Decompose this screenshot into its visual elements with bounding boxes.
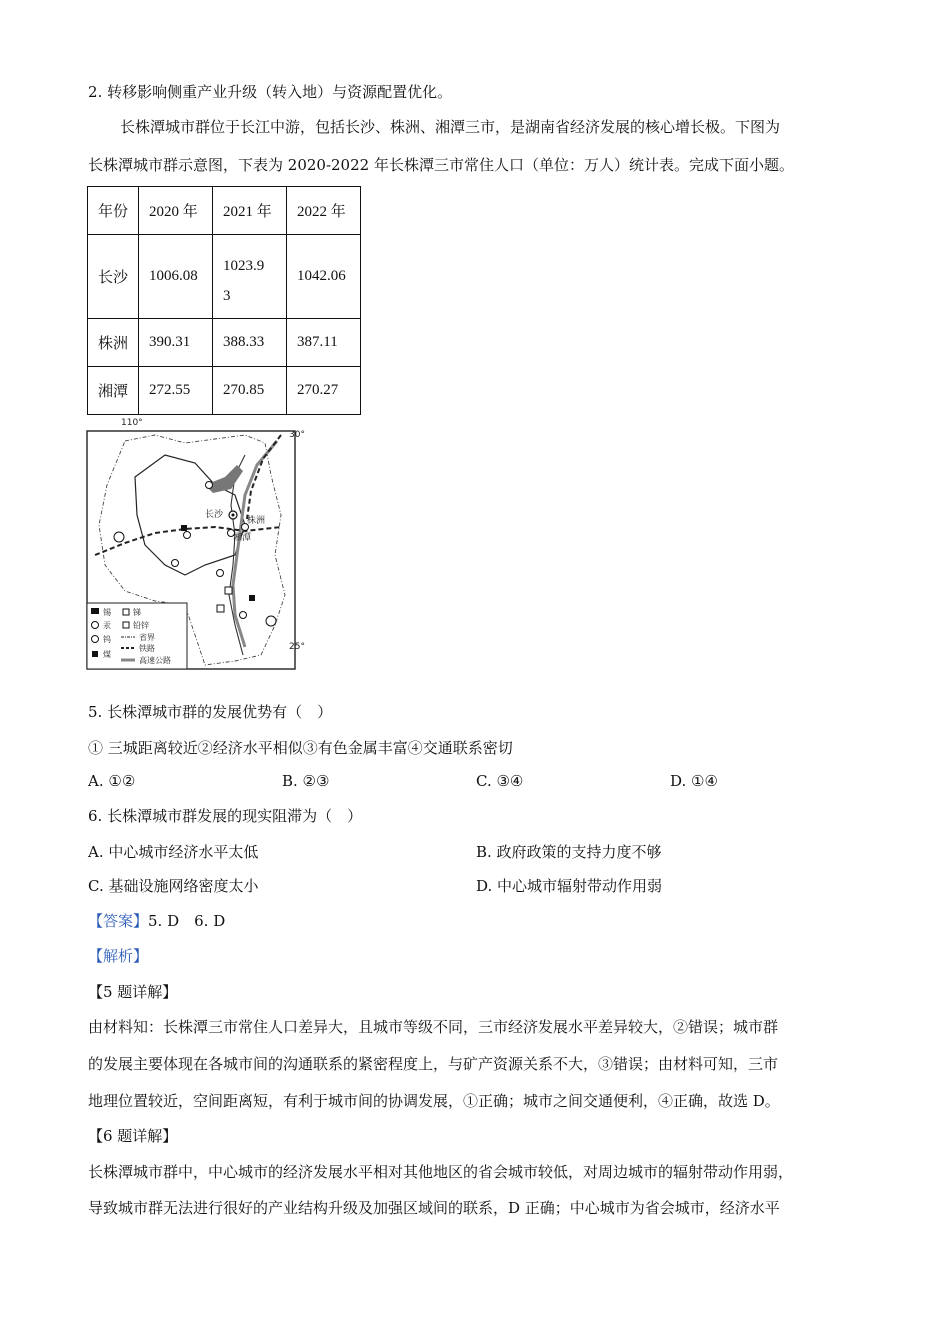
city-cell: 株洲: [88, 319, 139, 367]
region-map: [85, 415, 315, 673]
q5-items: ① 三城距离较近②经济水平相似③有色金属丰富④交通联系密切: [88, 739, 513, 757]
city-cell: 长沙: [88, 235, 139, 319]
table-row: [88, 235, 361, 319]
value-cell: 388.33: [213, 319, 287, 367]
legend-coal-label: 煤: [103, 650, 111, 659]
value-cell: 1006.08: [139, 235, 213, 319]
city-marker: [184, 532, 191, 539]
legend-province-label: 省界: [139, 633, 155, 642]
answer-line: [88, 911, 225, 931]
legend-mercury-label: 汞: [103, 621, 111, 630]
detail-5-line-3: 地理位置较近，空间距离短，有利于城市间的协调发展，①正确；城市之间交通便利，④正确，故选 D。: [88, 1092, 780, 1110]
value-cell: 270.85: [213, 367, 287, 415]
q6-option-a: A. 中心城市经济水平太低: [88, 843, 259, 861]
table-header-cell: 2020 年: [139, 187, 213, 235]
value-cell: 390.31: [139, 319, 213, 367]
leadzinc-marker: [225, 587, 232, 594]
q6-stem: 6. 长株潭城市群发展的现实阻滞为（ ）: [88, 807, 363, 825]
city-marker: [240, 612, 247, 619]
tin-icon: [91, 608, 99, 614]
legend-leadzinc-label: 铅锌: [133, 621, 149, 630]
coal-marker: [249, 595, 255, 601]
q6-option-c: C. 基础设施网络密度太小: [88, 877, 259, 895]
longitude-label: 110°: [121, 418, 143, 428]
table-header-cell: 2021 年: [213, 187, 287, 235]
value-cell: 272.55: [139, 367, 213, 415]
mercury-marker: [114, 532, 124, 542]
q6-option-d: D. 中心城市辐射带动作用弱: [476, 877, 663, 895]
q5-stem: 5. 长株潭城市群的发展优势有（ ）: [88, 703, 333, 721]
tungsten-icon: [92, 636, 99, 643]
antimony-marker: [217, 605, 224, 612]
xiangtan-label: 湘潭: [233, 533, 252, 543]
value-cell: [213, 235, 287, 319]
legend-railway-label: 铁路: [139, 644, 155, 653]
value-part: 3: [223, 287, 231, 304]
city-marker: [172, 560, 179, 567]
value-part: 1023.9: [223, 257, 265, 274]
table-row: [88, 367, 361, 415]
table-header-row: [88, 187, 361, 235]
detail-5-title: 【5 题详解】: [88, 983, 178, 1001]
q5-option-d: D. ①④: [670, 772, 718, 790]
answer-label: 【答案】: [88, 912, 149, 930]
latitude-top-label: 30°: [289, 430, 305, 440]
city-cell: 湘潭: [88, 367, 139, 415]
coal-marker: [181, 525, 187, 531]
intro-line-1: 长株潭城市群位于长江中游，包括长沙、株洲、湘潭三市，是湖南省经济发展的核心增长极。下图为: [120, 118, 781, 136]
legend-tin-label: 锡: [103, 608, 111, 617]
detail-5-line-2: 的发展主要体现在各城市间的沟通联系的紧密程度上，与矿产资源关系不大，③错误；由材料可知，三市: [88, 1055, 779, 1073]
legend-tungsten-label: 钨: [103, 635, 111, 644]
value-cell: 1042.06: [287, 235, 361, 319]
city-marker: [206, 482, 213, 489]
table-header-cell: 2022 年: [287, 187, 361, 235]
detail-6-line-1: 长株潭城市群中，中心城市的经济发展水平相对其他地区的省会城市较低，对周边城市的辐射带动作用弱，: [88, 1163, 794, 1181]
table-header-cell: 年份: [88, 187, 139, 235]
analysis-label: 【解析】: [88, 947, 149, 965]
city-marker: [217, 570, 224, 577]
q6-option-b: B. 政府政策的支持力度不够: [476, 843, 662, 861]
antimony-icon: [123, 609, 129, 615]
leadzinc-icon: [123, 622, 129, 628]
q5-option-c: C. ③④: [476, 772, 524, 790]
population-table: [87, 186, 361, 415]
value-cell: 387.11: [287, 319, 361, 367]
legend-highway-label: 高速公路: [139, 656, 171, 665]
detail-5-line-1: 由材料知：长株潭三市常住人口差异大，且城市等级不同，三市经济发展水平差异较大，②错误；城市群: [88, 1018, 779, 1036]
tungsten-marker: [266, 616, 276, 626]
intro-line-2: 长株潭城市群示意图，下表为 2020-2022 年长株潭三市常住人口（单位：万人）统计表。完成下面小题。: [88, 156, 794, 174]
value-cell: 270.27: [287, 367, 361, 415]
coal-icon: [92, 651, 98, 657]
table-row: [88, 319, 361, 367]
detail-6-title: 【6 题详解】: [88, 1127, 178, 1145]
mercury-icon: [92, 622, 99, 629]
city-marker: [229, 511, 237, 519]
q5-option-a: A. ①②: [88, 772, 136, 790]
detail-6-line-2: 导致城市群无法进行很好的产业结构升级及加强区域间的联系，D 正确；中心城市为省会城市，经济水平: [88, 1199, 780, 1217]
legend-antimony-label: 锑: [133, 608, 141, 617]
header-line: 2. 转移影响侧重产业升级（转入地）与资源配置优化。: [88, 83, 453, 101]
q5-option-b: B. ②③: [282, 772, 330, 790]
answer-text: 5. D 6. D: [148, 912, 226, 930]
latitude-bottom-label: 25°: [289, 642, 305, 652]
changsha-label: 长沙: [205, 510, 224, 520]
zhuzhou-label: 株洲: [247, 516, 266, 526]
